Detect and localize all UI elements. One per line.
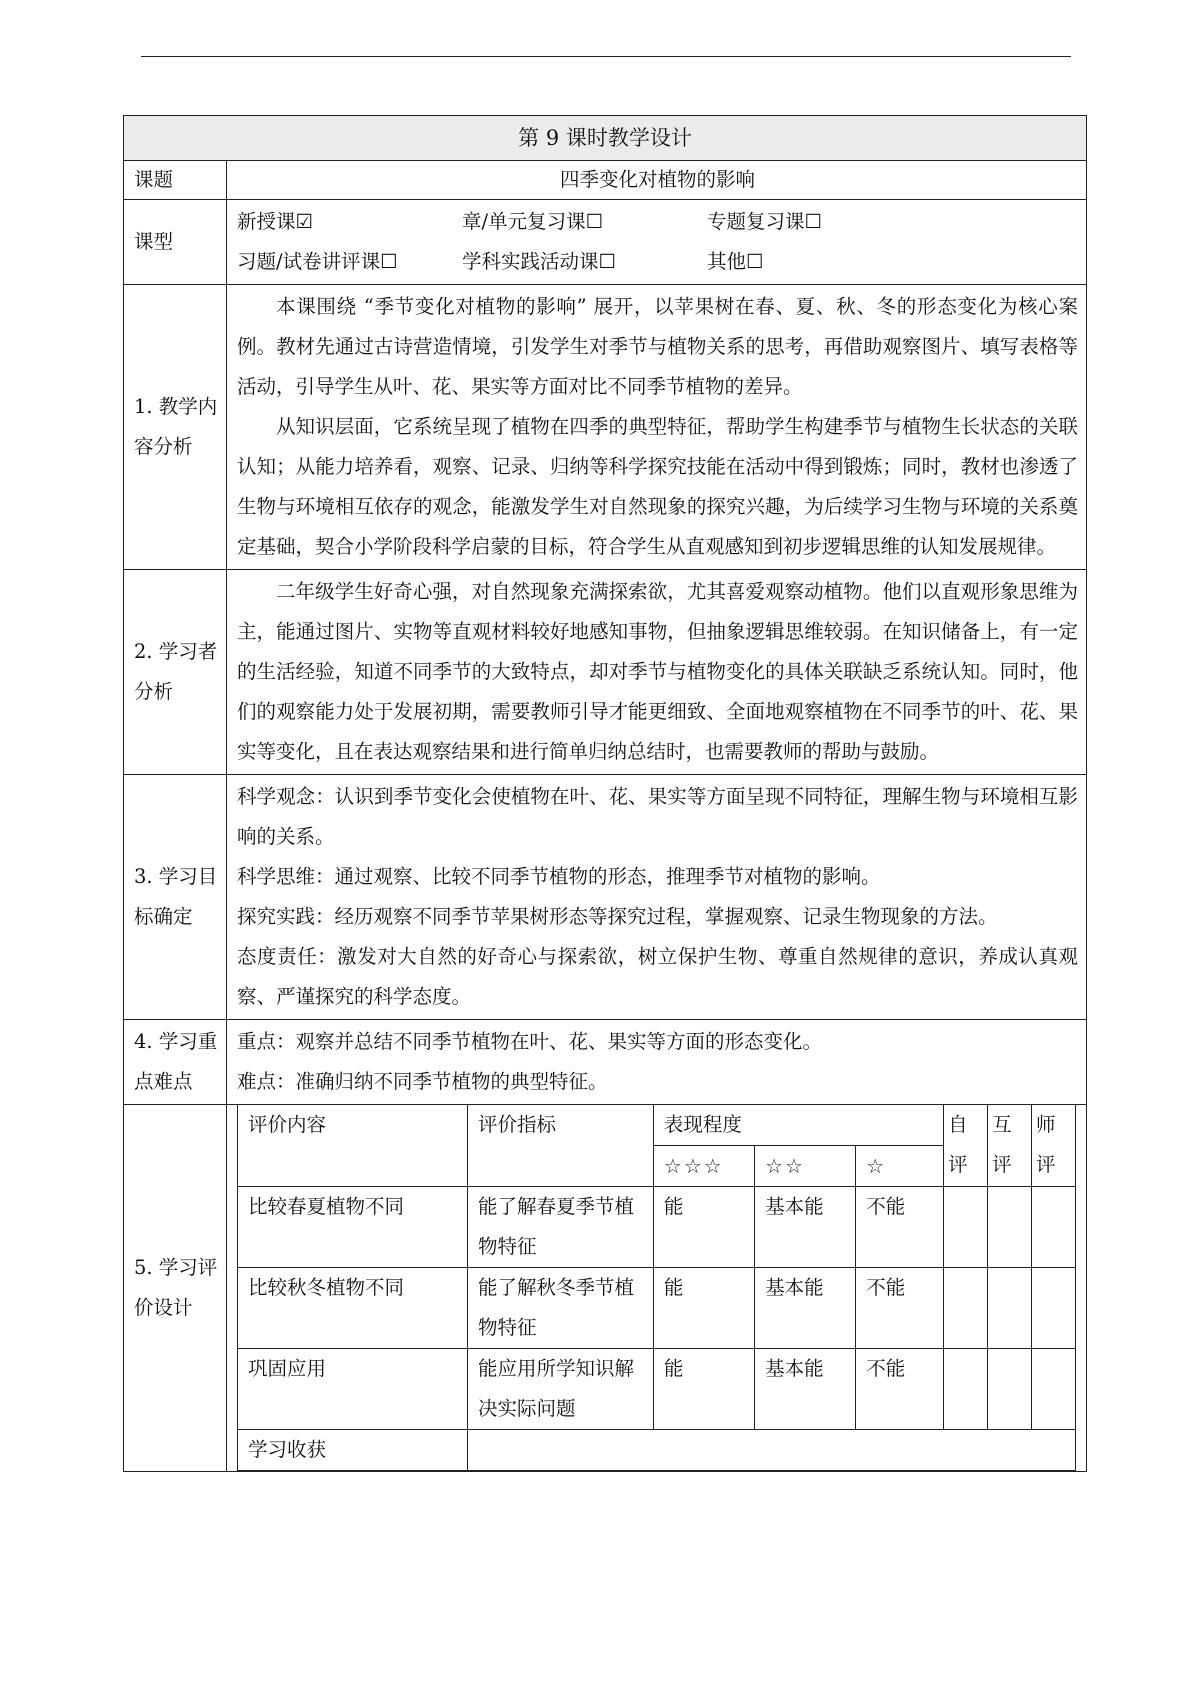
learner-analysis-paragraph: 二年级学生好奇心强，对自然现象充满探索欲，尤其喜爱观察动植物。他们以直观形象思维为主，能通过图片、实物等直观材料较好地感知事物，但抽象逻辑思维较弱。在知识储备上，有一定的生活经验，知道不同季节的大致特点，却对季节与植物变化的具体关联缺乏系统认知。同时，他们的观察能力处于发展初期，需要教师引导才能更细致、全面地观察植物在不同季节的叶、花、果实等变化，且在表达观察结果和进行简单归纳总结时，也需要教师的帮助与鼓励。 bbox=[237, 580, 1078, 763]
eval-header-level: 表现程度 bbox=[653, 1105, 943, 1146]
key-point-focus: 重点：观察并总结不同季节植物在叶、花、果实等方面的形态变化。 bbox=[237, 1030, 823, 1053]
eval-self-cell bbox=[944, 1187, 988, 1268]
topic-value: 四季变化对植物的影响 bbox=[227, 161, 1087, 200]
eval-header-indicator: 评价指标 bbox=[467, 1105, 653, 1187]
evaluation-table bbox=[237, 1105, 1076, 1471]
eval-harvest-cell bbox=[467, 1430, 1075, 1471]
option-practice-activity: 学科实践活动课☐ bbox=[462, 250, 616, 273]
eval-self-cell bbox=[944, 1268, 988, 1349]
eval-content: 比较秋冬植物不同 bbox=[238, 1268, 468, 1349]
eval-level-2: 基本能 bbox=[755, 1268, 856, 1349]
objective-item: 科学思维：通过观察、比较不同季节植物的形态，推理季节对植物的影响。 bbox=[237, 865, 881, 888]
header-rule bbox=[141, 56, 1071, 57]
eval-teacher-cell bbox=[1032, 1268, 1076, 1349]
three-star-icon: ☆☆☆ bbox=[653, 1146, 754, 1187]
two-star-icon: ☆☆ bbox=[755, 1146, 856, 1187]
option-new-lesson: 新授课☑ bbox=[237, 210, 313, 233]
eval-header-self: 自评 bbox=[944, 1105, 988, 1187]
option-exercise-review: 习题/试卷讲评课☐ bbox=[237, 250, 398, 273]
option-other: 其他☐ bbox=[707, 250, 764, 273]
objective-item: 态度责任：激发对大自然的好奇心与探索欲，树立保护生物、尊重自然规律的意识，养成认真观察、严谨探究的科学态度。 bbox=[237, 945, 1078, 1008]
lesson-type-label: 课型 bbox=[124, 200, 227, 285]
eval-header-content: 评价内容 bbox=[238, 1105, 468, 1187]
eval-header-teacher: 师评 bbox=[1032, 1105, 1076, 1187]
learner-analysis-label: 2. 学习者分析 bbox=[124, 570, 227, 775]
content-analysis-paragraph-1: 本课围绕 “季节变化对植物的影响” 展开，以苹果树在春、夏、秋、冬的形态变化为核心案例。教材先通过古诗营造情境，引发学生对季节与植物关系的思考，再借助观察图片、填写表格等活动，引导学生从叶、花、果实等方面对比不同季节植物的差异。 bbox=[237, 295, 1078, 398]
learner-analysis-body bbox=[227, 570, 1087, 775]
key-points-body bbox=[227, 1020, 1087, 1105]
eval-row bbox=[238, 1349, 1076, 1430]
evaluation-cell bbox=[227, 1105, 1087, 1472]
content-analysis-row bbox=[124, 285, 1087, 570]
evaluation-row bbox=[124, 1105, 1087, 1472]
learner-analysis-row bbox=[124, 570, 1087, 775]
eval-level-1: 不能 bbox=[856, 1187, 944, 1268]
eval-row bbox=[238, 1187, 1076, 1268]
eval-content: 比较春夏植物不同 bbox=[238, 1187, 468, 1268]
option-unit-review: 章/单元复习课☐ bbox=[462, 210, 604, 233]
content-analysis-paragraph-2: 从知识层面，它系统呈现了植物在四季的典型特征，帮助学生构建季节与植物生长状态的关联认知；从能力培养看，观察、记录、归纳等科学探究技能在活动中得到锻炼；同时，教材也渗透了生物与环境相互依存的观念，能激发学生对自然现象的探究兴趣，为后续学习生物与环境的关系奠定基础，契合小学阶段科学启蒙的目标，符合学生从直观感知到初步逻辑思维的认知发展规律。 bbox=[237, 415, 1078, 558]
eval-level-2: 基本能 bbox=[755, 1349, 856, 1430]
objectives-row bbox=[124, 775, 1087, 1020]
lesson-type-row-2 bbox=[237, 242, 1078, 282]
eval-row bbox=[238, 1268, 1076, 1349]
content-analysis-body bbox=[227, 285, 1087, 570]
document-title: 第 9 课时教学设计 bbox=[124, 116, 1087, 161]
topic-label: 课题 bbox=[124, 161, 227, 200]
evaluation-label: 5. 学习评价设计 bbox=[124, 1105, 227, 1472]
eval-teacher-cell bbox=[1032, 1349, 1076, 1430]
eval-harvest-label: 学习收获 bbox=[238, 1430, 468, 1471]
objectives-body bbox=[227, 775, 1087, 1020]
key-points-label: 4. 学习重点难点 bbox=[124, 1020, 227, 1105]
eval-level-3: 能 bbox=[653, 1187, 754, 1268]
lesson-type-row bbox=[124, 200, 1087, 285]
lesson-type-options bbox=[227, 200, 1087, 285]
eval-level-3: 能 bbox=[653, 1349, 754, 1430]
lesson-plan-table bbox=[123, 115, 1087, 1472]
eval-teacher-cell bbox=[1032, 1187, 1076, 1268]
eval-indicator: 能应用所学知识解决实际问题 bbox=[467, 1349, 653, 1430]
eval-peer-cell bbox=[988, 1187, 1032, 1268]
objectives-label: 3. 学习目标确定 bbox=[124, 775, 227, 1020]
eval-header-row bbox=[238, 1105, 1076, 1146]
topic-row bbox=[124, 161, 1087, 200]
eval-indicator: 能了解秋冬季节植物特征 bbox=[467, 1268, 653, 1349]
eval-harvest-row bbox=[238, 1430, 1076, 1471]
option-topic-review: 专题复习课☐ bbox=[707, 210, 822, 233]
lesson-type-row-1 bbox=[237, 202, 1078, 242]
eval-content: 巩固应用 bbox=[238, 1349, 468, 1430]
objective-item: 探究实践：经历观察不同季节苹果树形态等探究过程，掌握观察、记录生物现象的方法。 bbox=[237, 905, 998, 928]
eval-peer-cell bbox=[988, 1349, 1032, 1430]
eval-self-cell bbox=[944, 1349, 988, 1430]
eval-level-1: 不能 bbox=[856, 1349, 944, 1430]
eval-level-3: 能 bbox=[653, 1268, 754, 1349]
key-points-row bbox=[124, 1020, 1087, 1105]
key-point-difficulty: 难点：准确归纳不同季节植物的典型特征。 bbox=[237, 1070, 608, 1093]
content-analysis-label: 1. 教学内容分析 bbox=[124, 285, 227, 570]
objective-item: 科学观念：认识到季节变化会使植物在叶、花、果实等方面呈现不同特征，理解生物与环境相互影响的关系。 bbox=[237, 785, 1078, 848]
eval-level-1: 不能 bbox=[856, 1268, 944, 1349]
one-star-icon: ☆ bbox=[856, 1146, 944, 1187]
eval-header-peer: 互评 bbox=[988, 1105, 1032, 1187]
title-row bbox=[124, 116, 1087, 161]
eval-level-2: 基本能 bbox=[755, 1187, 856, 1268]
eval-peer-cell bbox=[988, 1268, 1032, 1349]
eval-indicator: 能了解春夏季节植物特征 bbox=[467, 1187, 653, 1268]
